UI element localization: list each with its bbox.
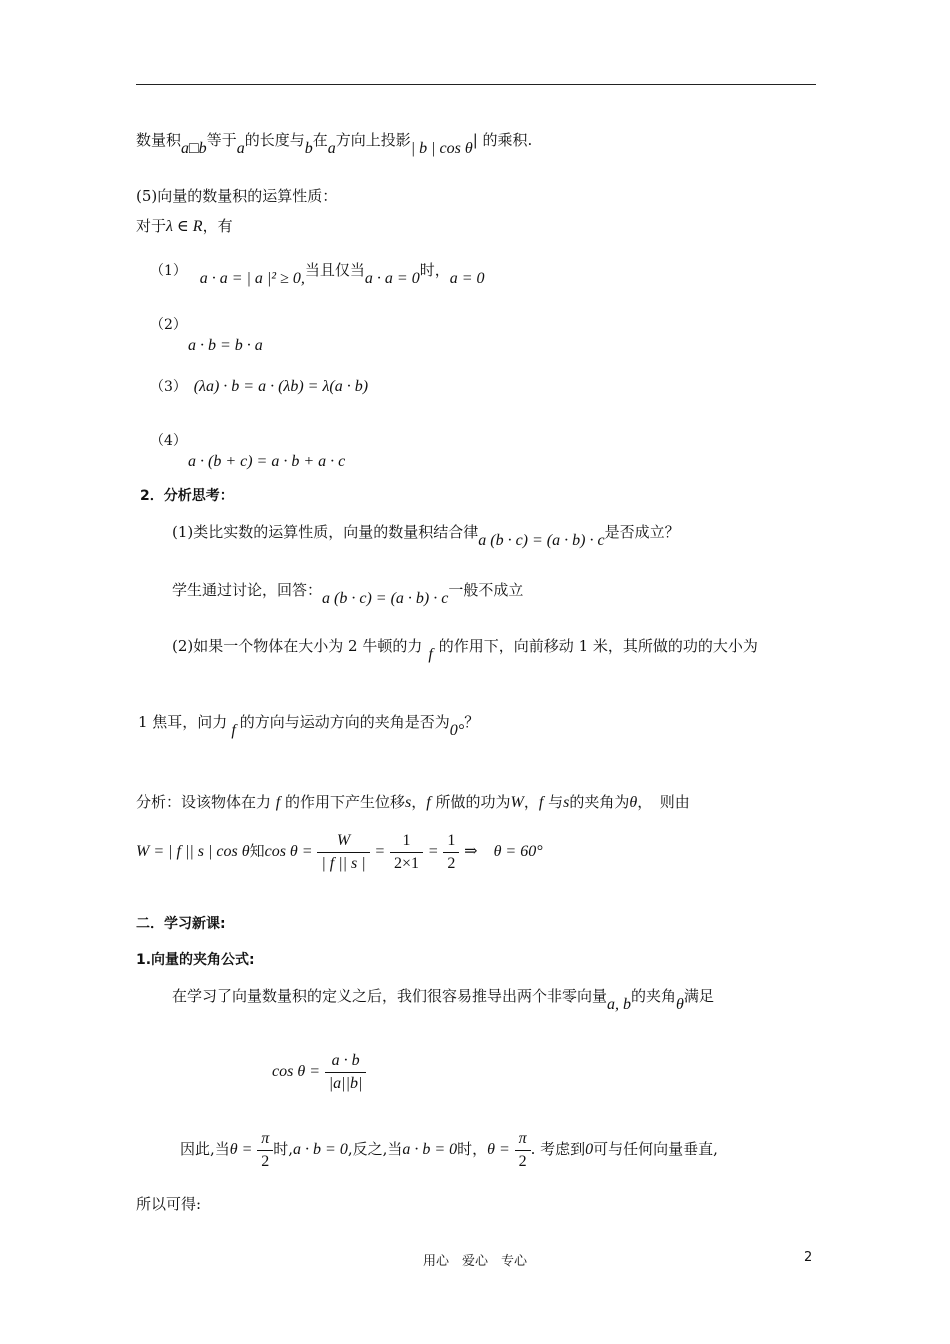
text: ？ — [464, 713, 480, 731]
text: 数量积 — [136, 131, 182, 149]
text: 满足 — [683, 987, 714, 1005]
numerator: 1 — [443, 830, 459, 853]
question-2-line-2 — [138, 712, 480, 739]
text: 的长度与 — [244, 131, 305, 149]
subsection-angle-formula-heading: 1.向量的夹角公式: — [136, 952, 255, 968]
formula: a, b — [607, 996, 632, 1013]
formula: s — [405, 794, 412, 811]
fraction-pi-over-2 — [257, 1128, 273, 1173]
formula: θ = — [487, 1141, 510, 1158]
question-2-line-1 — [172, 636, 758, 663]
denominator: | f || s | — [321, 854, 366, 872]
formula: a · (b + c) = a · b + a · c — [188, 453, 346, 470]
numerator: π — [257, 1128, 273, 1151]
numerator: W — [317, 830, 369, 853]
formula: a · a = 0 — [364, 270, 420, 287]
fraction-one-over-two-times-one — [390, 830, 423, 875]
formula: a — [327, 140, 336, 157]
formula: a · b = b · a — [188, 337, 263, 354]
text: 的夹角 — [631, 987, 677, 1005]
item-number: （1） — [150, 263, 187, 279]
section-new-lesson-heading: 二．学习新课: — [136, 916, 226, 932]
formula: a = 0 — [449, 270, 485, 287]
line-projection — [136, 130, 533, 157]
text: 是否成立？ — [604, 523, 680, 541]
text: 与 — [548, 793, 564, 811]
analysis-line-1 — [136, 792, 690, 813]
text: ，有 — [202, 217, 233, 235]
numerator: π — [515, 1128, 531, 1151]
formula: (λa) · b = a · (λb) = λ(a · b) — [193, 378, 369, 395]
property-3 — [150, 376, 368, 397]
formula: θ — [629, 794, 638, 811]
formula: λ ∈ R — [166, 218, 203, 235]
section-2-heading: 2．分析思考： — [140, 488, 234, 504]
angle-formula — [272, 1046, 366, 1097]
text: 1 焦耳，问力 — [138, 713, 228, 731]
denominator: 2 — [447, 854, 456, 872]
item-number: （4） — [150, 433, 187, 449]
fraction-w — [317, 830, 369, 875]
text: 所做的功为 — [435, 793, 511, 811]
property-2 — [150, 314, 263, 356]
text: 对于 — [136, 217, 167, 235]
text: 在 — [312, 131, 328, 149]
section-5-title: (5)向量的数量积的运算性质： — [136, 187, 338, 205]
statement-3: 所以可得: — [136, 1195, 202, 1213]
text: 分析：设该物体在力 — [136, 793, 272, 811]
statement-1 — [172, 986, 714, 1013]
formula: θ = — [229, 1141, 253, 1158]
formula: = — [374, 843, 386, 860]
header-rule — [136, 84, 816, 85]
text: 的方向与运动方向的夹角是否为 — [239, 713, 450, 731]
text: 的作用下产生位移 — [285, 793, 406, 811]
property-1 — [150, 260, 485, 287]
text: ,反之,当 — [347, 1140, 403, 1158]
fraction-one-half — [443, 830, 459, 875]
formula: f — [231, 722, 236, 739]
numerator: a · b — [325, 1050, 367, 1073]
denominator: 2 — [518, 1152, 527, 1170]
formula: f — [538, 794, 544, 811]
property-4 — [150, 430, 345, 472]
formula: a — [236, 140, 245, 157]
formula: b — [304, 140, 313, 157]
text: (2)如果一个物体在大小为 2 牛顿的力 — [172, 637, 423, 655]
denominator: 2×1 — [393, 854, 420, 872]
formula: a□b — [181, 140, 207, 157]
formula: f — [428, 646, 433, 663]
formula: s — [563, 794, 570, 811]
formula: = — [427, 843, 439, 860]
formula: | b | cos θ — [410, 140, 473, 157]
question-1 — [172, 522, 680, 549]
statement-2 — [180, 1124, 718, 1175]
analysis-line-2 — [136, 826, 543, 877]
formula: a (b · c) = (a · b) · c — [322, 590, 449, 607]
text: ， — [411, 793, 427, 811]
line-lambda — [136, 216, 233, 237]
formula: a · b = 0 — [293, 1141, 348, 1158]
text: 当且仅当 — [304, 261, 365, 279]
question-1-answer — [172, 580, 524, 607]
text: . 考虑到 — [530, 1140, 586, 1158]
text: 在学习了向量数量积的定义之后，我们很容易推导出两个非零向量 — [172, 987, 608, 1005]
item-number: （3） — [150, 379, 187, 395]
formula: f — [275, 794, 281, 811]
fraction-cos-theta — [325, 1050, 367, 1095]
page-number: 2 — [804, 1250, 813, 1265]
formula: 0 — [585, 1141, 594, 1158]
text: 一般不成立 — [448, 581, 524, 599]
text: 时， — [457, 1140, 488, 1158]
denominator: 2 — [261, 1152, 270, 1170]
numerator: 1 — [390, 830, 423, 853]
text: 学生通过讨论，回答： — [172, 581, 323, 599]
text: 知 — [249, 842, 265, 860]
text: 的夹角为 — [569, 793, 630, 811]
text: ， 则由 — [637, 793, 690, 811]
text: 等于 — [206, 131, 237, 149]
text: 时, — [273, 1140, 294, 1158]
text: (1)类比实数的运算性质，向量的数量积结合律 — [172, 523, 479, 541]
text: 时， — [419, 261, 450, 279]
page-footer: 用心 爱心 专心 — [422, 1254, 527, 1269]
fraction-pi-over-2-b — [515, 1128, 531, 1173]
formula: ⇒ θ = 60° — [464, 843, 543, 860]
formula: a · a = | a |² ≥ 0, — [199, 270, 305, 287]
text: 方向上投影 — [335, 131, 411, 149]
formula: cos θ = — [272, 1063, 320, 1080]
text: 因此,当 — [180, 1140, 230, 1158]
formula: θ — [676, 996, 684, 1013]
formula: 0° — [449, 722, 465, 739]
text: 的作用下，向前移动 1 米，其所做的功的大小为 — [438, 637, 758, 655]
formula: a · b = 0 — [402, 1141, 458, 1158]
denominator: |a||b| — [328, 1074, 363, 1092]
text: 可与任何向量垂直, — [593, 1140, 718, 1158]
formula: cos θ = — [264, 843, 313, 860]
text: | 的乘积. — [472, 131, 533, 149]
text: ， — [523, 793, 539, 811]
item-number: （2） — [150, 317, 187, 333]
formula: W = | f || s | cos θ — [136, 843, 250, 860]
formula: a (b · c) = (a · b) · c — [478, 532, 605, 549]
formula: W — [510, 794, 524, 811]
formula: f — [426, 794, 431, 811]
